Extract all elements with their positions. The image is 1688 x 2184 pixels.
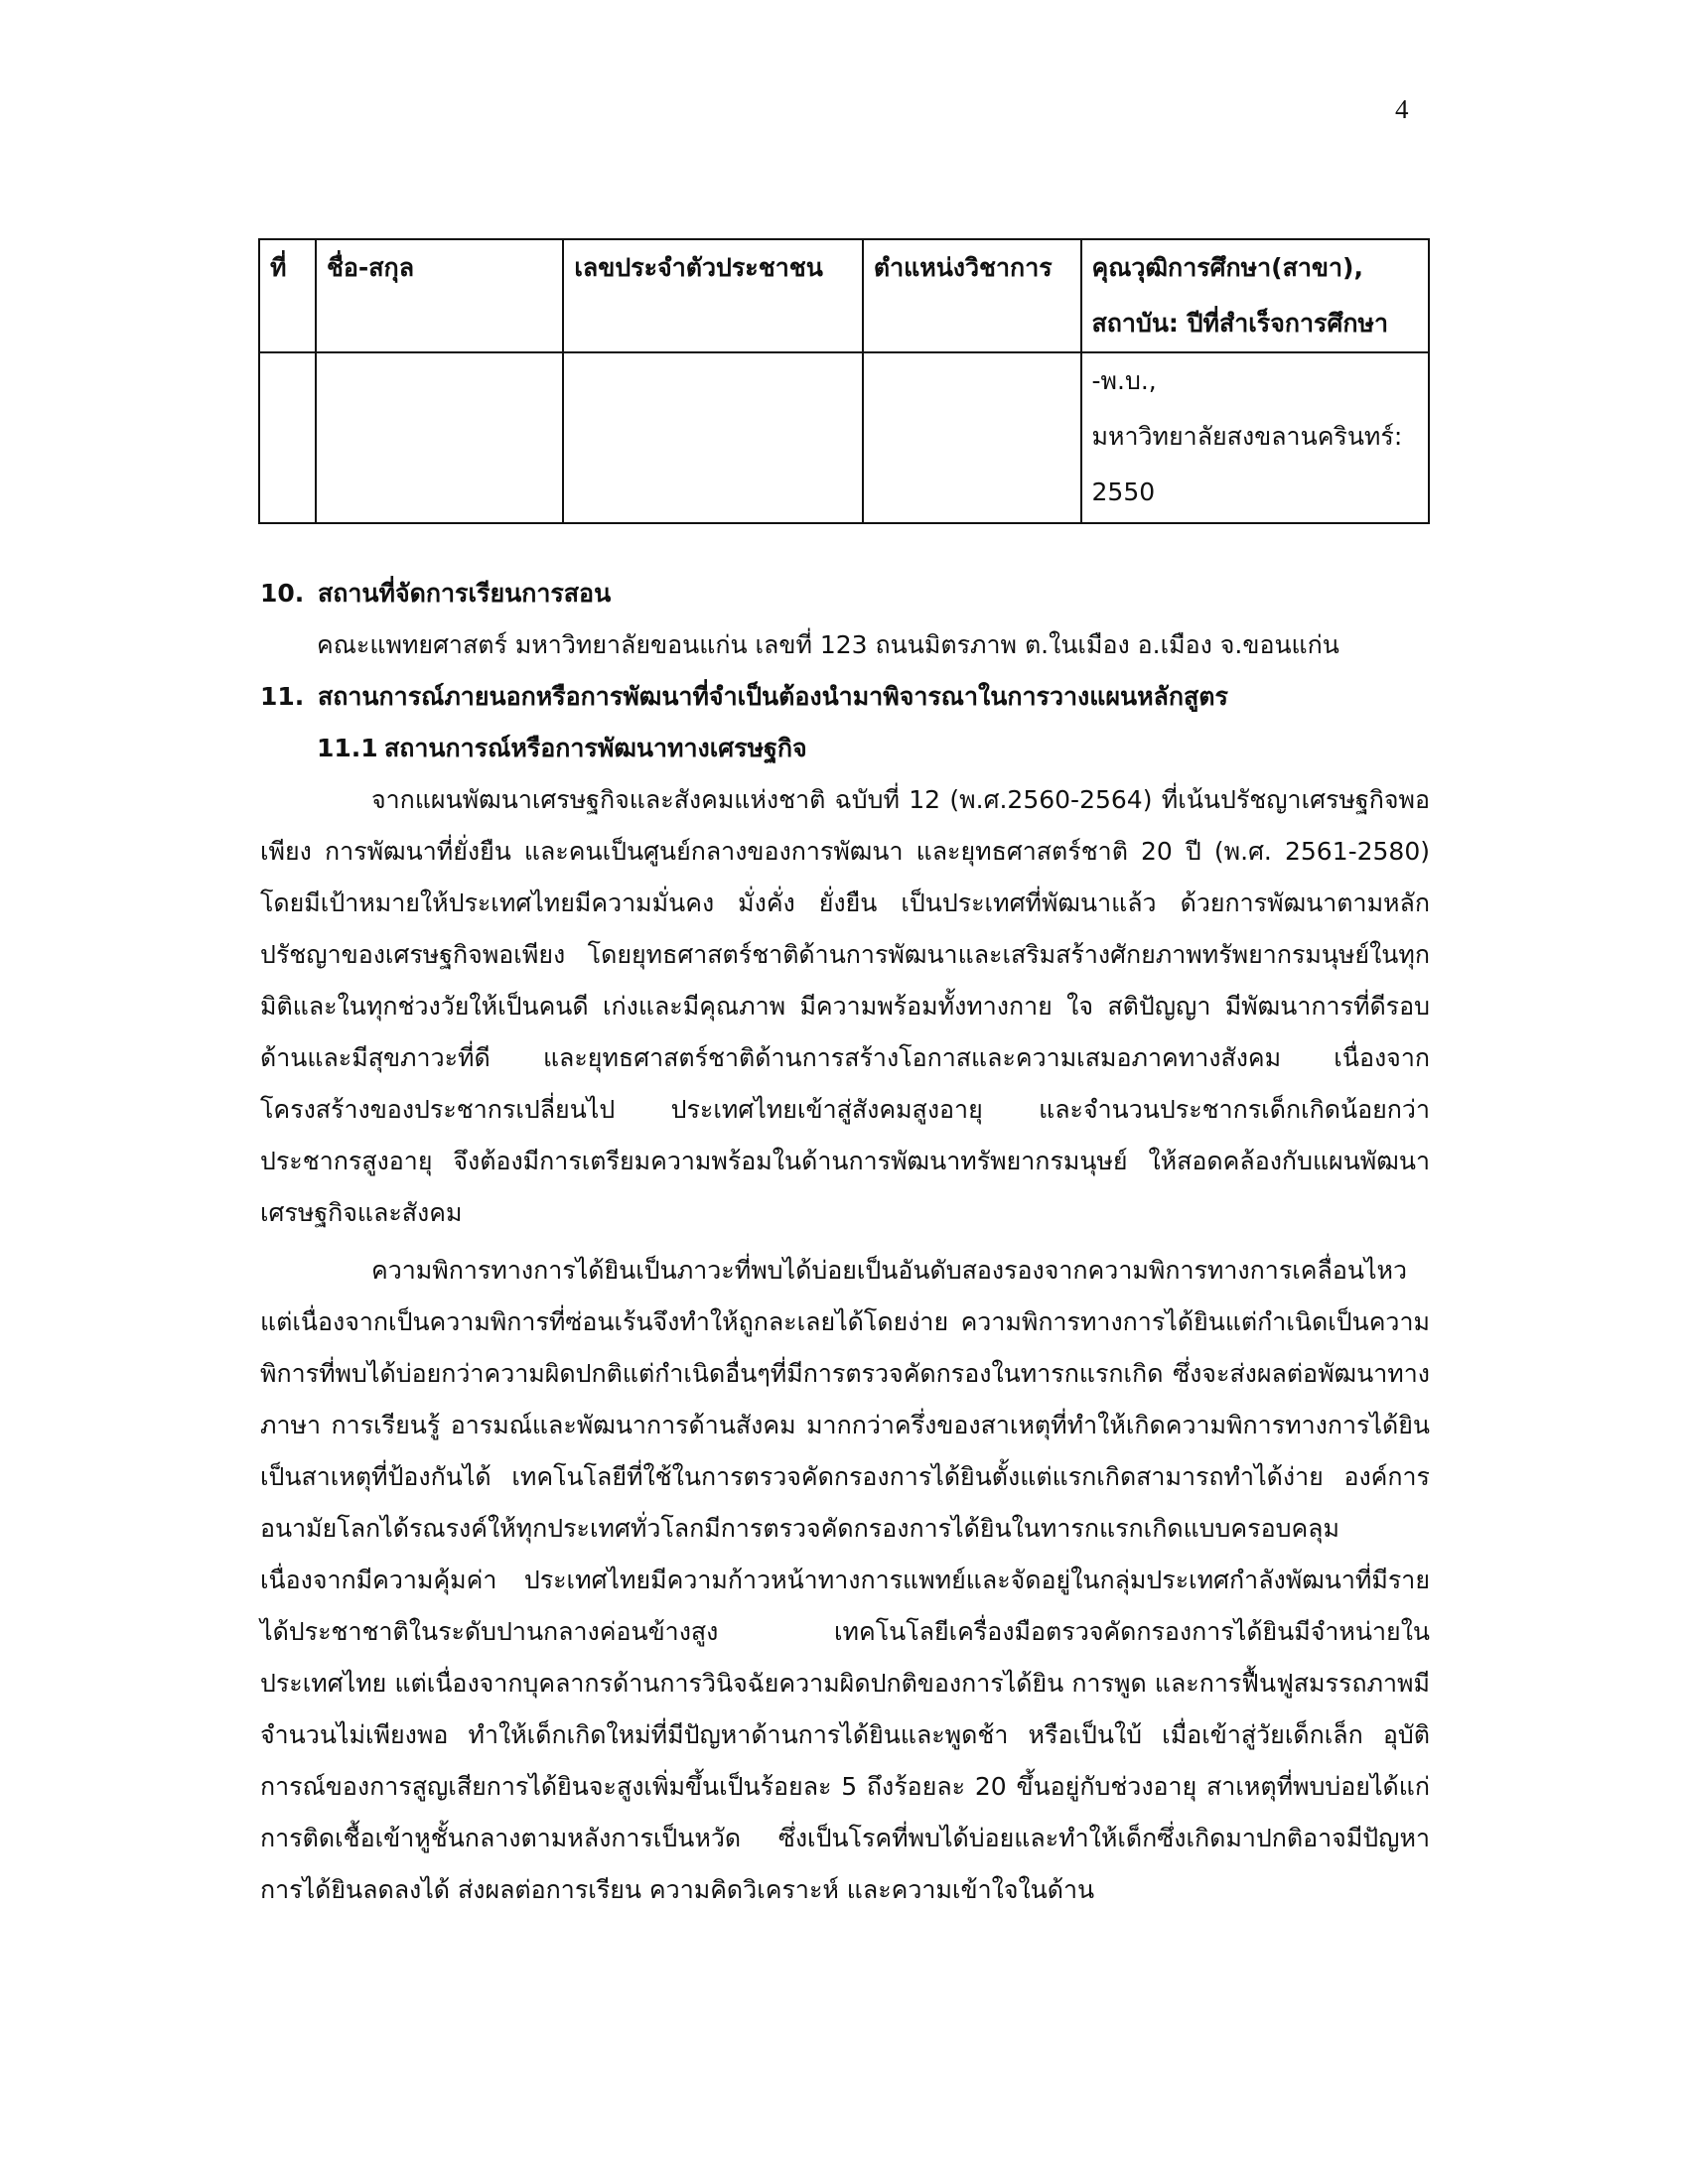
header-position: ตำแหน่งวิชาการ bbox=[863, 239, 1081, 352]
header-id: เลขประจำตัวประชาชน bbox=[563, 239, 862, 352]
qualification-degree: -พ.บ., bbox=[1091, 366, 1157, 395]
header-qualification-line1: คุณวุฒิการศึกษา(สาขา), bbox=[1091, 253, 1363, 282]
section-11-title: สถานการณ์ภายนอกหรือการพัฒนาที่จำเป็นต้องนำมาพิจารณาในการวางแผนหลักสูตร bbox=[318, 682, 1228, 711]
table-row bbox=[259, 352, 1429, 523]
table-header-row bbox=[259, 239, 1429, 352]
cell-name bbox=[316, 352, 563, 523]
section-11-1-number: 11.1 bbox=[317, 734, 378, 762]
section-10-number: 10. bbox=[260, 579, 305, 608]
page-number: 4 bbox=[1395, 94, 1409, 124]
cell-no bbox=[259, 352, 316, 523]
section-11-1-title: สถานการณ์หรือการพัฒนาทางเศรษฐกิจ bbox=[384, 734, 807, 762]
cell-id bbox=[563, 352, 862, 523]
section-10-heading bbox=[260, 568, 1430, 619]
section-11-1-heading bbox=[260, 723, 1430, 774]
header-name: ชื่อ-สกุล bbox=[316, 239, 563, 352]
header-qualification-line2: สถาบัน: ปีที่สำเร็จการศึกษา bbox=[1091, 309, 1389, 338]
header-no: ที่ bbox=[259, 239, 316, 352]
qualification-year: 2550 bbox=[1091, 478, 1156, 506]
qualification-institution: มหาวิทยาลัยสงขลานครินทร์: bbox=[1091, 422, 1403, 451]
section-10-title: สถานที่จัดการเรียนการสอน bbox=[318, 579, 612, 608]
section-11-number: 11. bbox=[260, 682, 305, 711]
cell-position bbox=[863, 352, 1081, 523]
cell-qualification bbox=[1081, 352, 1429, 523]
section-10-address: คณะแพทยศาสตร์ มหาวิทยาลัยขอนแก่น เลขที่ 123 ถนนมิตรภาพ ต.ในเมือง อ.เมือง จ.ขอนแก่น bbox=[317, 630, 1339, 659]
paragraph-hearing-disability: ความพิการทางการได้ยินเป็นภาวะที่พบได้บ่อยเป็นอันดับสองรองจากความพิการทางการเคลื่อนไหว แต่เนื่องจากเป็นความพิการที่ซ่อนเร้นจึงทำให้ถูกละเลยได้โดยง่าย ความพิการทางการได้ยินแต่กำเนิดเป็นความพิการที่พบได้บ่อยกว่าความผิดปกติแต่กำเนิดอื่นๆที่มีการตรวจคัดกรองในทารกแรกเกิด ซึ่งจะส่งผลต่อพัฒนาทางภาษา การเรียนรู้ อารมณ์และพัฒนาการด้านสังคม มากกว่าครึ่งของสาเหตุที่ทำให้เกิดความพิการทางการได้ยินเป็นสาเหตุที่ป้องกันได้ เทคโนโลยีที่ใช้ในการตรวจคัดกรองการได้ยินตั้งแต่แรกเกิดสามารถทำได้ง่าย องค์การอนามัยโลกได้รณรงค์ให้ทุกประเทศทั่วโลกมีการตรวจคัดกรองการได้ยินในทารกแรกเกิดแบบครอบคลุม เนื่องจากมีความคุ้มค่า ประเทศไทยมีความก้าวหน้าทางการแพทย์และจัดอยู่ในกลุ่มประเทศกำลังพัฒนาที่มีรายได้ประชาชาติในระดับปานกลางค่อนข้างสูง เทคโนโลยีเครื่องมือตรวจคัดกรองการได้ยินมีจำหน่ายในประเทศไทย แต่เนื่องจากบุคลากรด้านการวินิจฉัยความผิดปกติของการได้ยิน การพูด และการฟื้นฟูสมรรถภาพมีจำนวนไม่เพียงพอ ทำให้เด็กเกิดใหม่ที่มีปัญหาด้านการได้ยินและพูดช้า หรือเป็นใบ้ เมื่อเข้าสู่วัยเด็กเล็ก อุบัติการณ์ของการสูญเสียการได้ยินจะสูงเพิ่มขึ้นเป็นร้อยละ 5 ถึงร้อยละ 20 ขึ้นอยู่กับช่วงอายุ สาเหตุที่พบบ่อยได้แก่ การติดเชื้อเข้าหูชั้นกลางตามหลังการเป็นหวัด ซึ่งเป็นโรคที่พบได้บ่อยและทำให้เด็กซึ่งเกิดมาปกติอาจมีปัญหาการได้ยินลดลงได้ ส่งผลต่อการเรียน ความคิดวิเคราะห์ และความเข้าใจในด้าน bbox=[260, 1256, 1430, 1904]
paragraph-economic-plan: จากแผนพัฒนาเศรษฐกิจและสังคมแห่งชาติ ฉบับที่ 12 (พ.ศ.2560-2564) ที่เน้นปรัชญาเศรษฐกิจพอเพียง การพัฒนาที่ยั่งยืน และคนเป็นศูนย์กลางของการพัฒนา และยุทธศาสตร์ชาติ 20 ปี (พ.ศ. 2561-2580) โดยมีเป้าหมายให้ประเทศไทยมีความมั่นคง มั่งคั่ง ยั่งยืน เป็นประเทศที่พัฒนาแล้ว ด้วยการพัฒนาตามหลักปรัชญาของเศรษฐกิจพอเพียง โดยยุทธศาสตร์ชาติด้านการพัฒนาและเสริมสร้างศักยภาพทรัพยากรมนุษย์ในทุกมิติและในทุกช่วงวัยให้เป็นคนดี เก่งและมีคุณภาพ มีความพร้อมทั้งทางกาย ใจ สติปัญญา มีพัฒนาการที่ดีรอบด้านและมีสุขภาวะที่ดี และยุทธศาสตร์ชาติด้านการสร้างโอกาสและความเสมอภาคทางสังคม เนื่องจากโครงสร้างของประชากรเปลี่ยนไป ประเทศไทยเข้าสู่สังคมสูงอายุ และจำนวนประชากรเด็กเกิดน้อยกว่าประชากรสูงอายุ จึงต้องมีการเตรียมความพร้อมในด้านการพัฒนาทรัพยากรมนุษย์ ให้สอดคล้องกับแผนพัฒนาเศรษฐกิจและสังคม bbox=[260, 785, 1430, 1227]
header-qualification bbox=[1081, 239, 1429, 352]
document-body bbox=[260, 568, 1430, 1916]
staff-table bbox=[258, 238, 1430, 524]
section-11-heading bbox=[260, 671, 1430, 723]
